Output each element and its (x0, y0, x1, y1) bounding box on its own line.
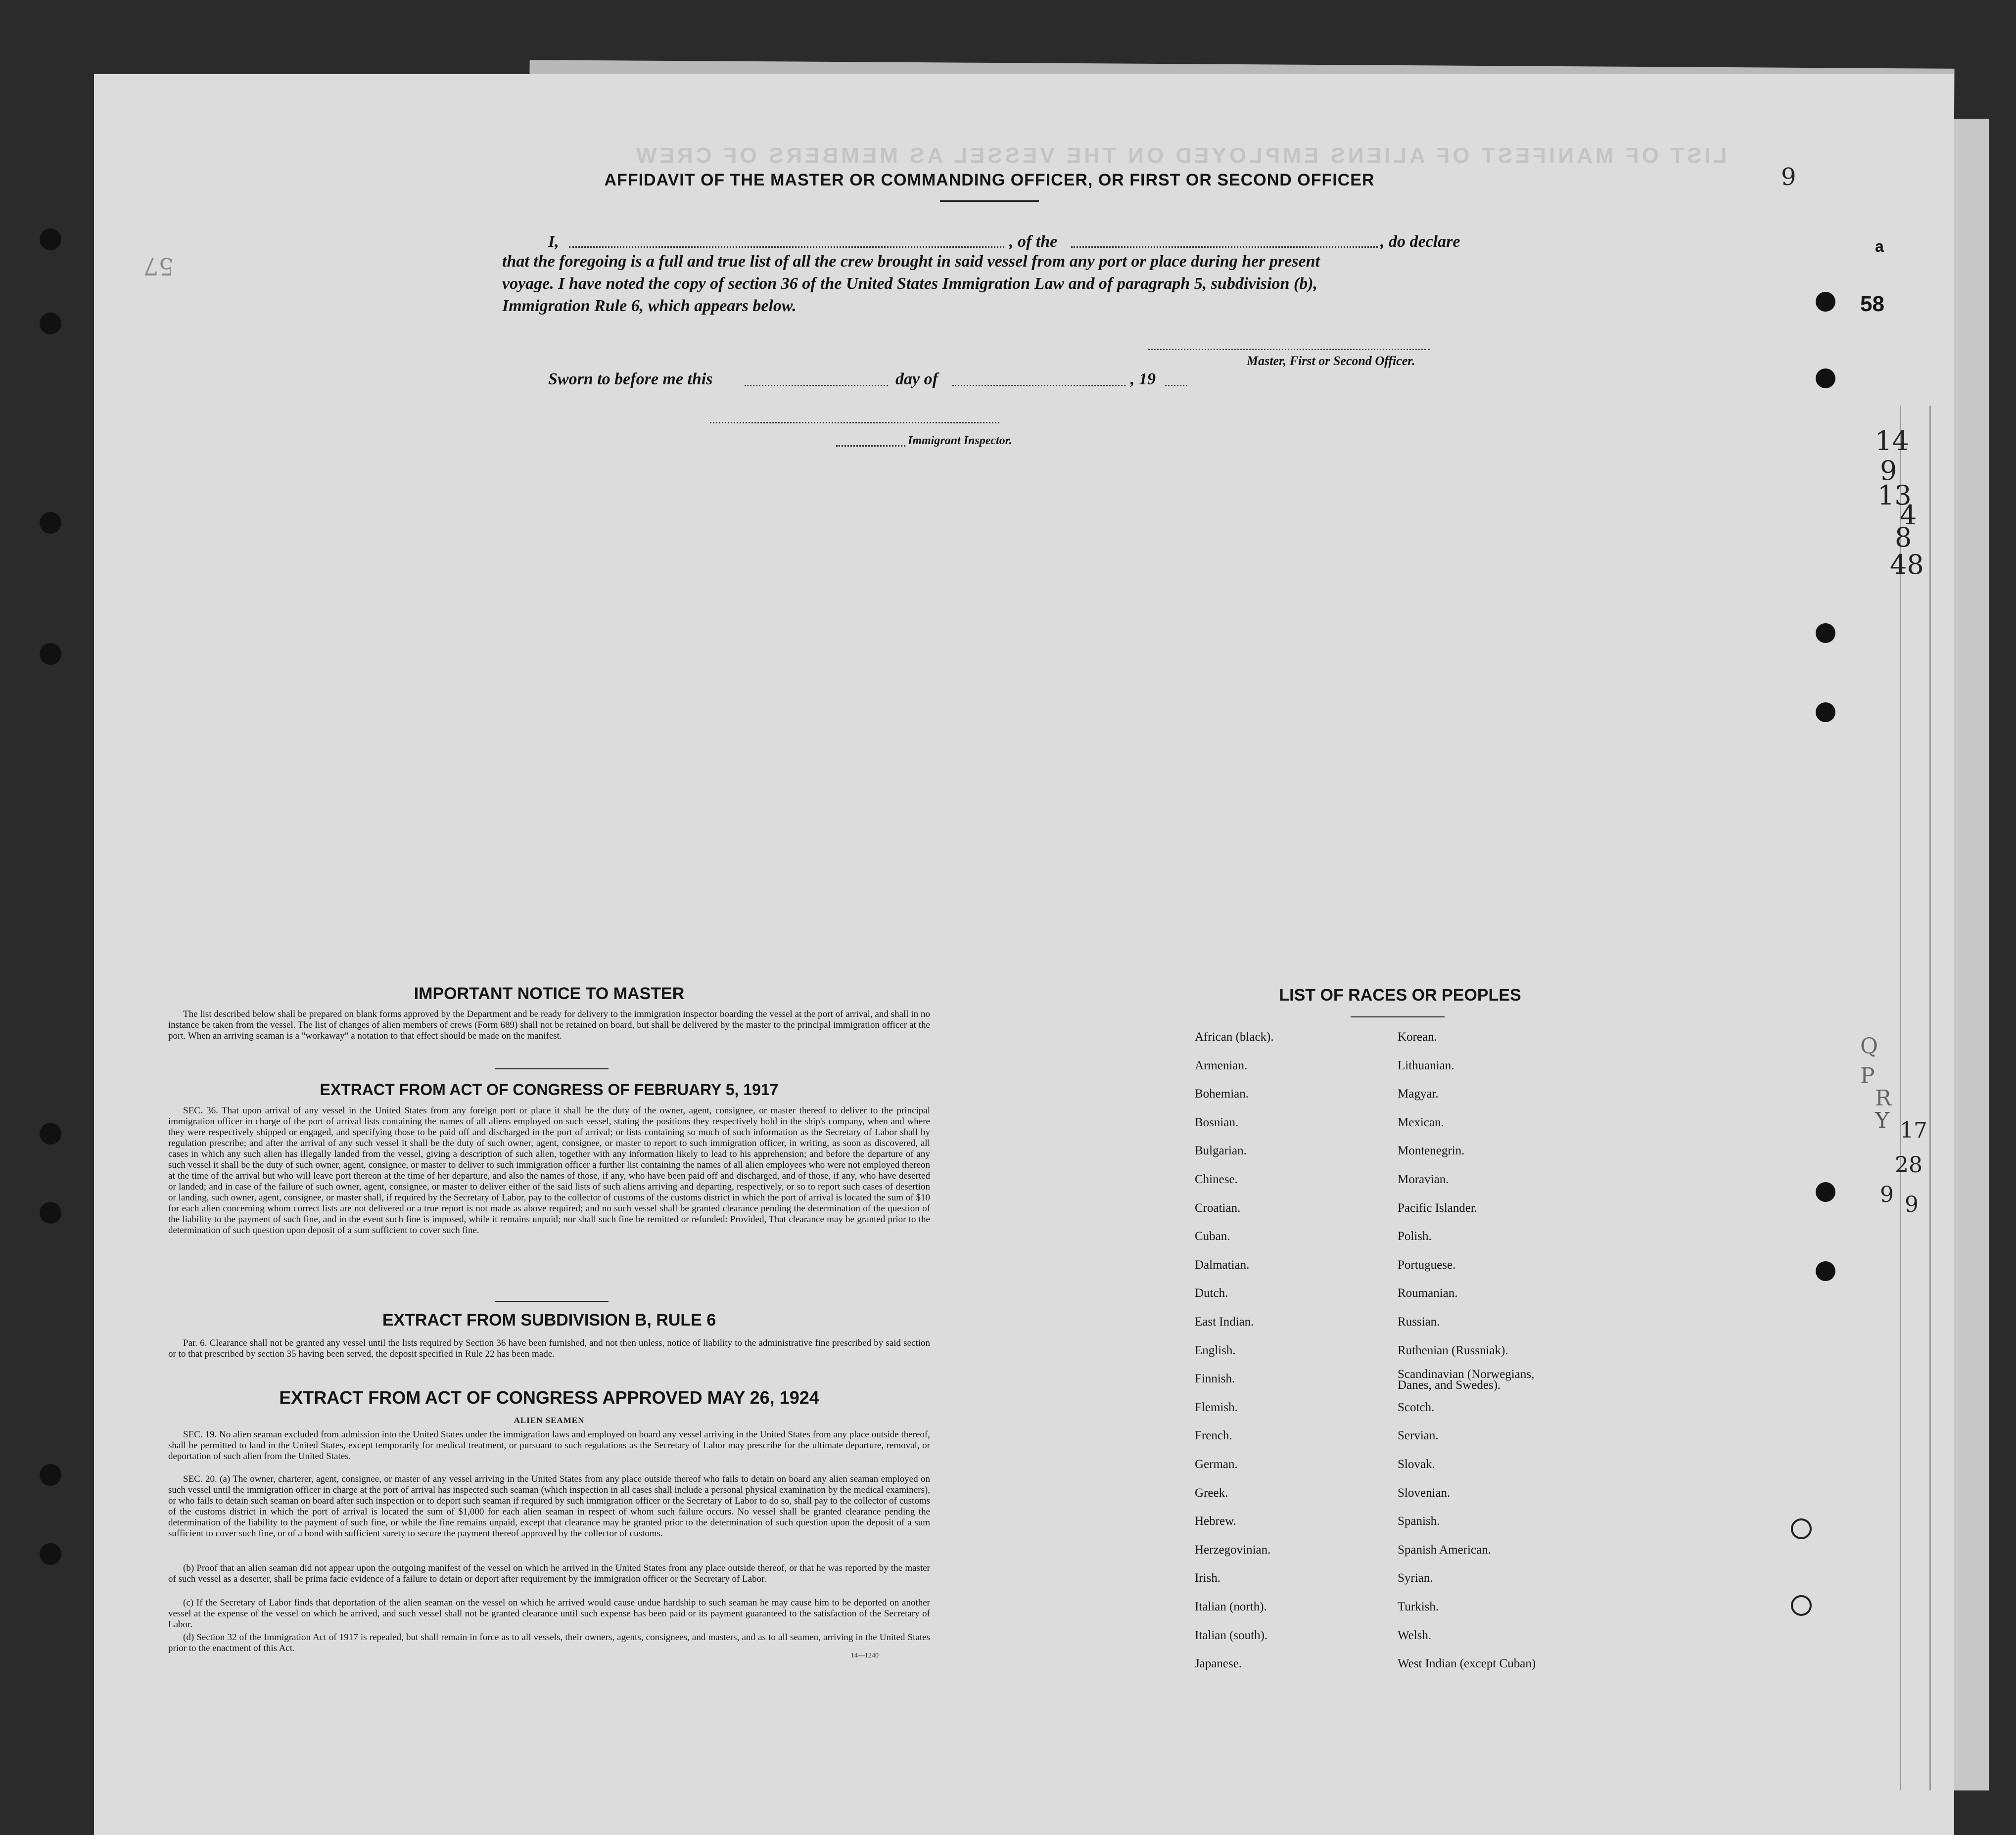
race-item: Greek. (1195, 1486, 1228, 1500)
name-blank (569, 246, 1004, 248)
binder-hole (1791, 1518, 1812, 1539)
race-item: Turkish. (1398, 1600, 1439, 1613)
year-label: , 19 (1130, 370, 1156, 388)
extract-1924-p5: (d) Section 32 of the Immigration Act of 1917 is repealed, but shall remain in force as to all vessels, their owners, agents, consignees, and masters, and as to all seamen, arriving in the United States prior to the enactment of this Act. (168, 1632, 930, 1653)
hand-note: 14 (1875, 425, 1909, 457)
extract-rule6-title: EXTRACT FROM SUBDIVISION B, RULE 6 (382, 1311, 716, 1330)
binder-hole (1816, 368, 1835, 388)
race-item: Bulgarian. (1195, 1144, 1247, 1158)
race-item: Bosnian. (1195, 1115, 1239, 1129)
race-item: Irish. (1195, 1571, 1221, 1585)
extract-rule6-body: Par. 6. Clearance shall not be granted any vessel until the lists required by Section 36 have been furnished, and not then unless, notice of liability to the administrative fine prescribed by said section or to that prescribed by section 35 having been served, the deposit specified in Rule 22 has been made. (168, 1338, 930, 1359)
hand-note: 9 (1905, 1192, 1919, 1217)
extract-1924-p3: (b) Proof that an alien seaman did not appear upon the outgoing manifest of the vessel on which he arrived in the United States from any place outside thereof, or that he was reported by the master of such vessel as a deserter, shall be prima facie evidence of a failure to detain or deport after requirement by the immigration officer or the Secretary of Labor. (168, 1563, 930, 1584)
inspector-dots (836, 445, 905, 447)
race-item: Lithuanian. (1398, 1058, 1454, 1072)
race-item: Japanese. (1195, 1657, 1242, 1671)
master-signature-blank (1148, 349, 1430, 350)
binder-hole (40, 1543, 61, 1565)
race-item: English. (1195, 1343, 1236, 1357)
race-item: Montenegrin. (1398, 1144, 1465, 1158)
binder-hole (40, 1202, 61, 1224)
hand-note: 28 (1895, 1152, 1922, 1178)
extract-1924-title: EXTRACT FROM ACT OF CONGRESS APPROVED MAY 26, 1924 (279, 1387, 819, 1408)
hand-note: 48 (1890, 549, 1924, 580)
extract-1917-title: EXTRACT FROM ACT OF CONGRESS OF FEBRUARY 5, 1917 (320, 1081, 779, 1099)
binder-hole (40, 229, 61, 250)
race-item: Herzegovinian. (1195, 1543, 1271, 1557)
edge-letter: a (1875, 237, 1884, 255)
vessel-blank (1071, 246, 1378, 248)
race-item: Flemish. (1195, 1400, 1238, 1414)
hand-note: 9 (1880, 1182, 1894, 1207)
race-item: Slovak. (1398, 1458, 1435, 1471)
edge-ruling (1900, 406, 1901, 1790)
binder-hole (40, 643, 61, 665)
hand-note: 4 (1900, 500, 1917, 531)
binder-hole (1816, 1261, 1835, 1281)
binder-hole (1816, 292, 1835, 312)
binder-hole (1816, 702, 1835, 722)
race-item: Spanish. (1398, 1514, 1440, 1528)
race-item: Magyar. (1398, 1087, 1439, 1101)
notice-title: IMPORTANT NOTICE TO MASTER (414, 984, 685, 1003)
race-item: Cuban. (1195, 1230, 1230, 1243)
binder-hole (1816, 623, 1835, 643)
hand-note: 8 (1895, 522, 1912, 553)
hand-note: Y (1875, 1108, 1890, 1133)
affidavit-line2: that the foregoing is a full and true list of all the crew brought in said vessel from any port or place during her present (502, 252, 1320, 271)
race-item: Slovenian. (1398, 1486, 1451, 1500)
extract-1924-p4: (c) If the Secretary of Labor finds that deportation of the alien seaman on the vessel on which he arrived would cause undue hardship to such seaman he may cause him to be deported on another vessel at the expense of the vessel on which he arrived, and such vessel shall not be granted clearance until such expense has been paid or its payment guaranteed to the satisfaction of the Secretary of Labor. (168, 1598, 930, 1630)
race-item: Bohemian. (1195, 1087, 1249, 1101)
race-item: Ruthenian (Russniak). (1398, 1343, 1508, 1357)
sworn-label: Sworn to before me this (548, 370, 713, 388)
divider (940, 200, 1039, 202)
extract-1917-body: SEC. 36. That upon arrival of any vessel in the United States from any foreign port or place it shall be the duty of the owner, agent, consignee, or master thereof to deliver to the principal immigration officer in charge of the port of arrival lists containing the names of all aliens employed on such vessel, stating the positions they respectively hold in the ship's company, when and where they were respectively shipped or engaged, and specifying those to be paid off and discharged in the port of arrival; or lists containing so much of such information as the Secretary of Labor shall by regulation prescribe; and after the arrival of any such vessel it shall be the duty of such owner, agent, consignee, or master to report to such immigration officer, in writing, as soon as discovered, all cases in which any such alien has illegally landed from the vessel, giving a description of such alien, together with any information likely to lead to his apprehension; and before the departure of any such vessel it shall be the duty of such owner, agent, consignee, or master to deliver to such immigration officer a further list containing the names of all alien employees who were not employed thereon at the time of the arrival but who will leave port thereon at the time of her departure, and also the names of those, if any, who have been paid off and discharged, and of those, if any, who have deserted or landed; and in case of the failure of such owner, agent, consignee, or master to deliver either of the said lists of such aliens arriving and departing, respectively, or so to report such cases of desertion or landing, such owner, agent, consignee, or master shall, if required by the Secretary of Labor, pay to the collector of customs of the customs district in which the port of arrival is located the sum of $10 for each alien concerning whom correct lists are not delivered or a true report is not made as above required; and no such vessel shall be granted clearance pending the determination of the question of the liability to the payment of such fine, and in the event such fine is imposed, while it remains unpaid; nor shall such fine be remitted or refunded: Provided, That clearance may be granted prior to the determination of such question upon deposit of a sum sufficient to cover such fine. (168, 1105, 930, 1236)
race-item: Finnish. (1195, 1372, 1235, 1386)
race-item: Armenian. (1195, 1058, 1248, 1072)
race-item: Korean. (1398, 1030, 1437, 1044)
race-item: East Indian. (1195, 1315, 1254, 1329)
binder-hole (40, 1464, 61, 1486)
binder-hole (40, 1123, 61, 1145)
race-item: Chinese. (1195, 1173, 1238, 1186)
affidavit-title: AFFIDAVIT OF THE MASTER OR COMMANDING OFFICER, OR FIRST OR SECOND OFFICER (604, 171, 1375, 189)
race-item: Pacific Islander. (1398, 1201, 1478, 1215)
race-item: Moravian. (1398, 1173, 1449, 1186)
race-item: Italian (north). (1195, 1600, 1267, 1613)
day-blank (745, 385, 888, 386)
inspector-label: Immigrant Inspector. (908, 434, 1012, 447)
race-item: African (black). (1195, 1030, 1274, 1044)
edge-number: 58 (1860, 292, 1884, 316)
race-item: Dalmatian. (1195, 1258, 1250, 1272)
race-item: Syrian. (1398, 1571, 1433, 1585)
hand-note: 13 (1877, 480, 1912, 511)
race-item: Croatian. (1195, 1201, 1241, 1215)
divider (495, 1068, 609, 1069)
race-item: French. (1195, 1429, 1232, 1443)
binder-hole (1791, 1595, 1812, 1616)
race-item: Scotch. (1398, 1400, 1435, 1414)
divider (1351, 1016, 1445, 1017)
hand-note: R (1875, 1086, 1892, 1111)
race-item: West Indian (except Cuban) (1398, 1657, 1536, 1671)
race-item: Servian. (1398, 1429, 1439, 1443)
affidavit-line4: Immigration Rule 6, which appears below. (502, 297, 797, 315)
affidavit-declare: , do declare (1380, 232, 1460, 251)
form-number: 14—1240 (851, 1652, 879, 1659)
race-item: Welsh. (1398, 1628, 1432, 1642)
race-item: Russian. (1398, 1315, 1440, 1329)
bleed-through-heading: LIST OF MANIFEST OF ALIENS EMPLOYED ON THE VESSEL AS MEMBERS OF CREW (633, 143, 1727, 168)
extract-1924-p2: SEC. 20. (a) The owner, charterer, agent, consignee, or master of any vessel arriving in the United States from any place outside thereof who fails to detain on board any alien seaman employed on such vessel until the immigration officer in charge at the port of arrival has inspected such seaman (which inspection in all cases shall include a personal physical examination by the medical examiners), or who fails to detain such seaman on board after such inspection or to deport such seaman if required by such immigration officer or the Secretary of Labor to do so, shall pay to the collector of customs of the customs district in which the port of arrival is located the sum of $1,000 for each alien seaman in respect of whom such failure occurs. No vessel shall be granted clearance pending the determination of the liability to the payment of such fine, or while the fine remains unpaid, except that clearance may be granted prior to the determination of such question upon the deposit of a sum sufficient to cover such fine, or of a bond with sufficient surety to secure the payment thereof approved by the collector of customs. (168, 1474, 930, 1539)
affidavit-i: I, (548, 232, 559, 251)
inspector-signature-blank (710, 422, 999, 423)
notice-body: The list described below shall be prepared on blank forms approved by the Department and be ready for delivery to the immigration inspector boarding the vessel at the port of arrival, and shall in no instance be taken from the vessel. The list of changes of alien members of crews (Form 689) shall not be retained on board, but shall be delivered by the master to the principal immigration officer at the port. When an arriving seaman is a "workaway" a notation to that effect should be made on the manifest. (168, 1009, 930, 1041)
day-of-label: day of (895, 370, 938, 388)
race-item: Scandinavian (Norwegians, Danes, and Swedes). (1398, 1368, 1535, 1392)
corner-number: 9 (1781, 163, 1796, 191)
extract-1924-p1: SEC. 19. No alien seaman excluded from admission into the United States under the immigration laws and employed on board any vessel arriving in the United States from any place outside thereof, shall be permitted to land in the United States, except temporarily for medical treatment, or pursuant to such regulations as the Secretary of Labor may prescribe for the ultimate departure, removal, or deportation of such alien from the United States. (168, 1429, 930, 1462)
edge-ruling (1929, 406, 1931, 1790)
margin-number: 57 (143, 252, 174, 280)
hand-note: Q (1860, 1034, 1878, 1059)
race-item: German. (1195, 1458, 1238, 1471)
month-blank (952, 385, 1125, 386)
races-title: LIST OF RACES OR PEOPLES (1279, 986, 1521, 1005)
affidavit-of-the: , of the (1009, 232, 1058, 251)
master-signature-label: Master, First or Second Officer. (1247, 354, 1415, 368)
race-item: Spanish American. (1398, 1543, 1491, 1557)
binder-hole (40, 512, 61, 534)
year-blank (1165, 385, 1187, 386)
binder-hole (1816, 1182, 1835, 1202)
affidavit-line3: voyage. I have noted the copy of section 36 of the United States Immigration Law and of paragraph 5, subdivision (b), (502, 275, 1318, 293)
race-item: Roumanian. (1398, 1286, 1458, 1300)
race-item: Hebrew. (1195, 1514, 1236, 1528)
hand-note: 17 (1900, 1118, 1927, 1143)
extract-1924-subtitle: ALIEN SEAMEN (514, 1416, 585, 1425)
race-item: Dutch. (1195, 1286, 1228, 1300)
hand-note: P (1860, 1063, 1875, 1089)
race-item: Mexican. (1398, 1115, 1444, 1129)
race-item: Polish. (1398, 1230, 1432, 1243)
race-item: Italian (south). (1195, 1628, 1268, 1642)
hand-note: 9 (1880, 455, 1897, 486)
race-item: Portuguese. (1398, 1258, 1456, 1272)
binder-hole (40, 313, 61, 334)
divider (495, 1301, 609, 1302)
